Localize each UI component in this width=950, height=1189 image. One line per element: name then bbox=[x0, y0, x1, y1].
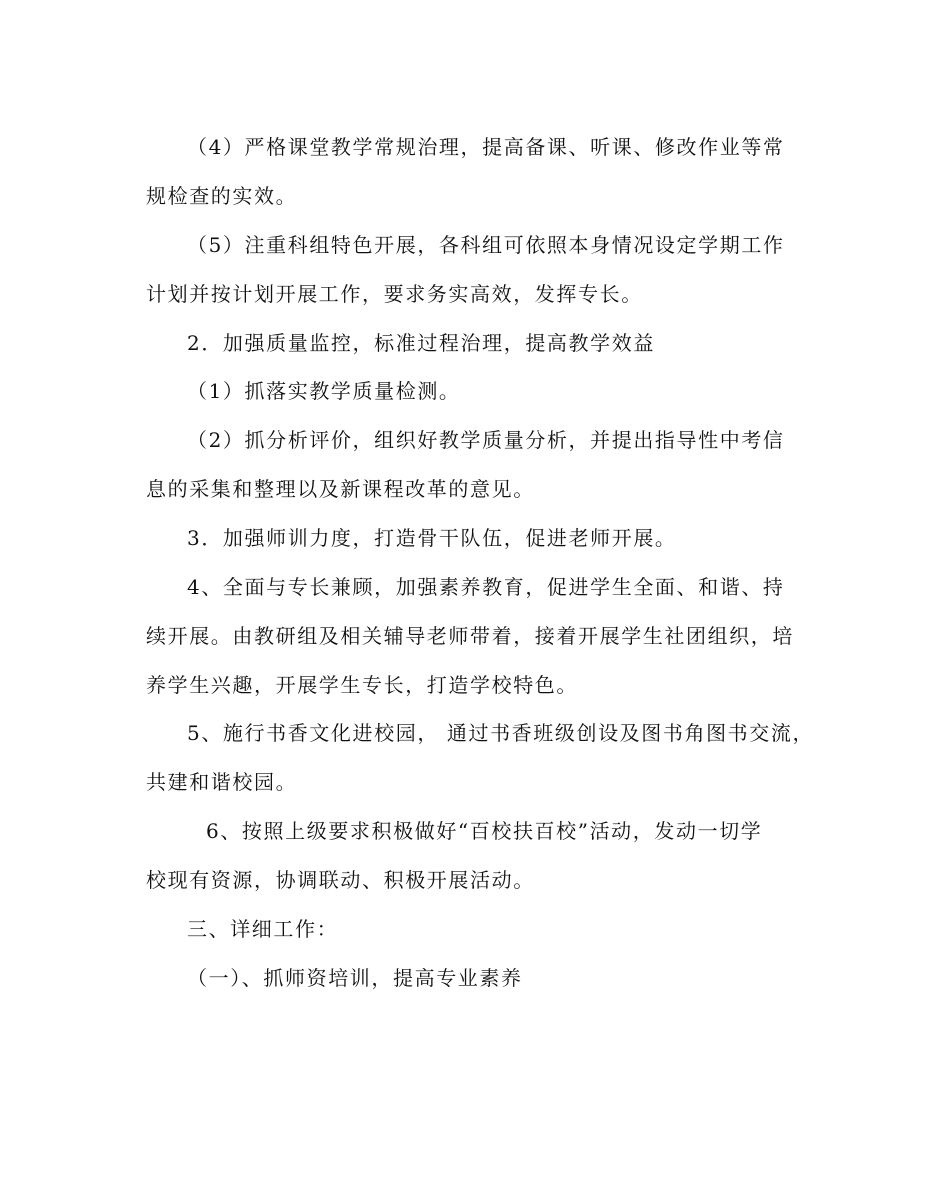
paragraph-4-line-3: 养学生兴趣，开展学生专长，打造学校特色。 bbox=[146, 673, 578, 697]
paragraph-4-line-2: 续开展。由教研组及相关辅导老师带着，接着开展学生社团组织，培 bbox=[146, 624, 794, 648]
section-2-heading: 2．加强质量监控，标准过程治理，提高教学效益 bbox=[187, 331, 655, 355]
subsection-heading-teacher-training: （一）、抓师资培训，提高专业素养 bbox=[187, 966, 523, 990]
section-heading-detailed-work: 三、详细工作： bbox=[187, 917, 339, 941]
paragraph-5-line-2: 共建和谐校园。 bbox=[146, 770, 298, 794]
paragraph-1-line-2: 规检查的实效。 bbox=[146, 184, 298, 208]
paragraph-1-line-1: （4）严格课堂教学常规治理，提高备课、听课、修改作业等常 bbox=[187, 135, 785, 159]
paragraph-6-line-2: 校现有资源，协调联动、积极开展活动。 bbox=[146, 868, 535, 892]
paragraph-item-2-line-1: （2）抓分析评价，组织好教学质量分析，并提出指导性中考信 bbox=[187, 428, 785, 452]
section-3-heading: 3．加强师训力度，打造骨干队伍，促进老师开展。 bbox=[187, 526, 677, 550]
paragraph-2-line-1: （5）注重科组特色开展，各科组可依照本身情况设定学期工作 bbox=[187, 233, 785, 257]
paragraph-6-line-1: 6、按照上级要求积极做好“百校扶百校”活动，发动一切学 bbox=[206, 819, 763, 843]
paragraph-2-line-2: 计划并按计划开展工作，要求务实高效，发挥专长。 bbox=[146, 282, 643, 306]
paragraph-5-line-1: 5、施行书香文化进校园， 通过书香班级创设及图书角图书交流， bbox=[187, 721, 815, 745]
paragraph-item-2-line-2: 息的采集和整理以及新课程改革的意见。 bbox=[146, 477, 535, 501]
paragraph-4-line-1: 4、全面与专长兼顾，加强素养教育，促进学生全面、和谐、持 bbox=[187, 575, 785, 599]
paragraph-item-1: （1）抓落实教学质量检测。 bbox=[187, 379, 461, 403]
